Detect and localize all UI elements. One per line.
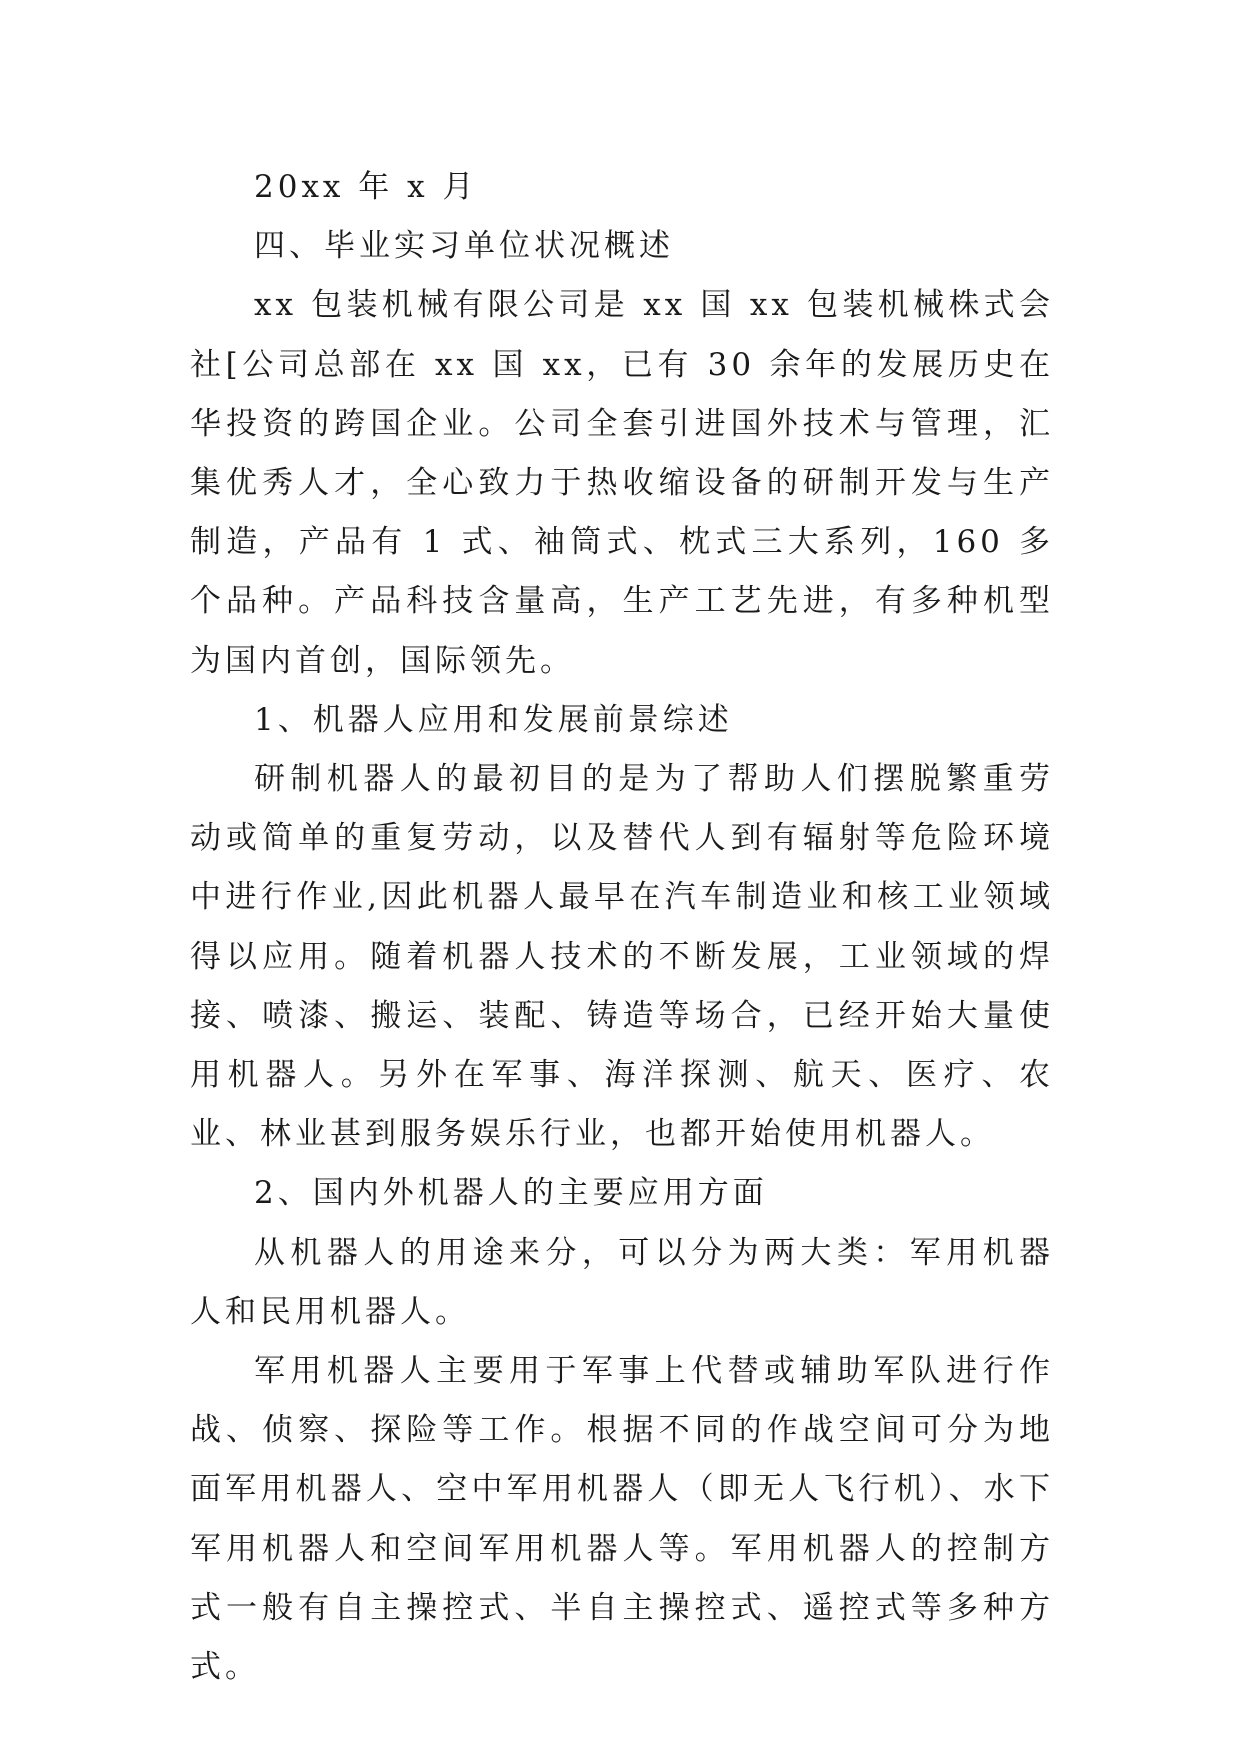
company-overview-paragraph: xx 包装机械有限公司是 xx 国 xx 包装机械株式会社[公司总部在 xx 国 xx，已有 30 余年的发展历史在华投资的跨国企业。公司全套引进国外技术与管理，汇集优秀人才，全心致力于热收缩设备的研制开发与生产制造，产品有 1 式、袖筒式、枕式三大系列，160 多个品种。产品科技含量高，生产工艺先进，有多种机型为国内首创，国际领先。 bbox=[190, 287, 1054, 679]
subheading-robot-applications: 2、国内外机器人的主要应用方面 bbox=[254, 1175, 768, 1212]
military-robot-paragraph: 军用机器人主要用于军事上代替或辅助军队进行作战、侦察、探险等工作。根据不同的作战空间可分为地面军用机器人、空中军用机器人（即无人飞行机）、水下军用机器人和空间军用机器人等。军用机器人的控制方式一般有自主操控式、半自主操控式、遥控式等多种方式。 bbox=[190, 1353, 1054, 1686]
date-line: 20xx 年 x 月 bbox=[254, 169, 478, 205]
document-body bbox=[190, 158, 1054, 1697]
robot-classification-paragraph: 从机器人的用途来分，可以分为两大类：军用机器人和民用机器人。 bbox=[190, 1234, 1054, 1330]
subheading-robot-outlook: 1、机器人应用和发展前景综述 bbox=[254, 701, 733, 738]
robot-development-paragraph: 研制机器人的最初目的是为了帮助人们摆脱繁重劳动或简单的重复劳动，以及替代人到有辐射等危险环境中进行作业,因此机器人最早在汽车制造业和核工业领域得以应用。随着机器人技术的不断发展，工业领域的焊接、喷漆、搬运、装配、铸造等场合，已经开始大量使用机器人。另外在军事、海洋探测、航天、医疗、农业、林业甚到服务娱乐行业，也都开始使用机器人。 bbox=[190, 761, 1054, 1153]
section-heading-4: 四、毕业实习单位状况概述 bbox=[254, 228, 674, 265]
